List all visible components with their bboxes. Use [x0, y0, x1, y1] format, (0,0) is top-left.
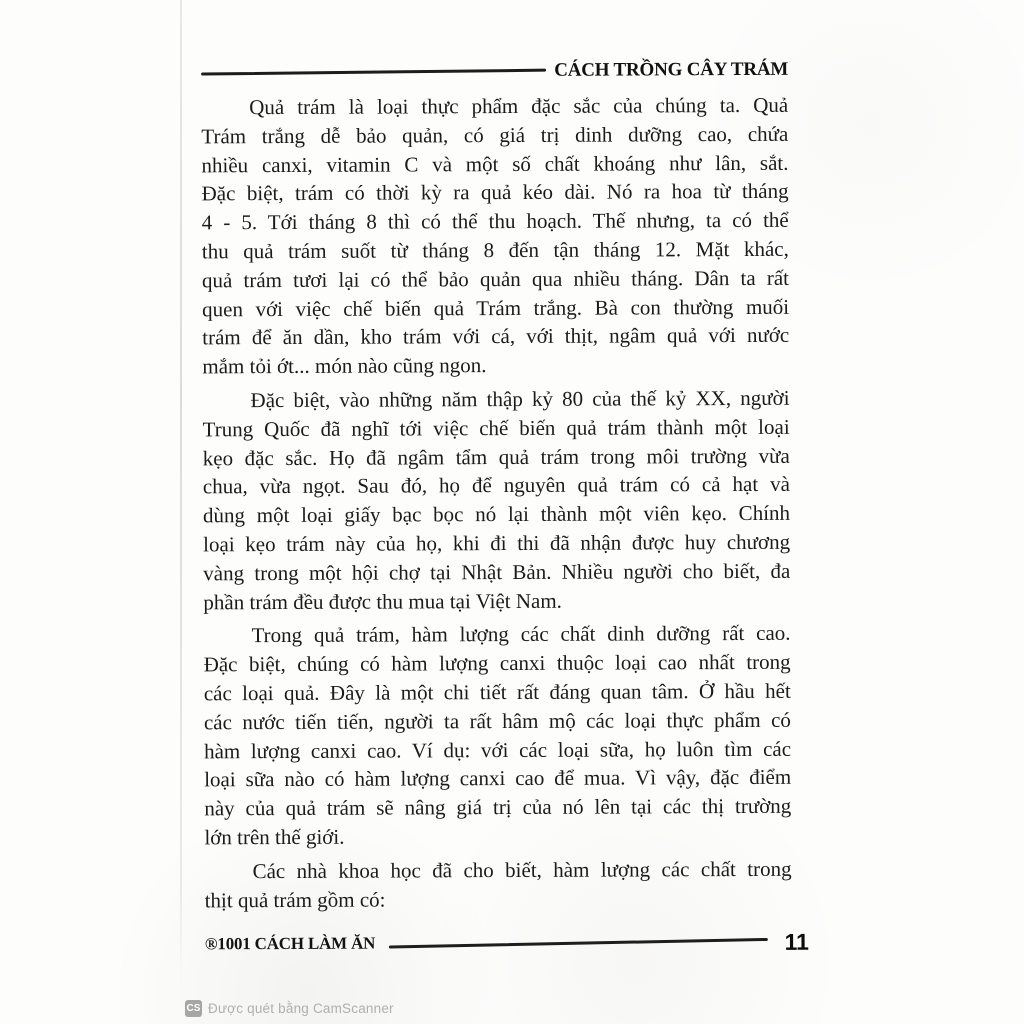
text-line: các loại quả. Đây là một chi tiết rất đáng quan tâm. Ở hầu hết: [203, 678, 791, 706]
text-line: dùng một loại giấy bạc bọc nó lại thành một viên kẹo. Chính: [202, 500, 791, 528]
camscanner-watermark-text: Được quét bằng CamScanner: [208, 1001, 394, 1016]
text-line: quả trám tươi lại có thể bảo quản qua nhiều tháng. Dân ta rất: [201, 265, 790, 293]
text-line: quen với việc chế biến quả Trám trắng. Bà con thường muối: [202, 294, 790, 321]
text-line: Quả trám là loại thực phẩm đặc sắc của chúng ta. Quả: [249, 92, 789, 120]
text-line: Các nhà khoa học đã cho biết, hàm lượng các chất trong: [252, 856, 792, 883]
text-line: kẹo đặc sắc. Họ đã ngâm tẩm quả trám trong môi trường vừa: [202, 443, 790, 470]
text-line: Trung Quốc đã nghĩ tới việc chế biến quả trám thành một loại: [202, 414, 790, 442]
text-line: chua, vừa ngọt. Sau đó, họ để nguyên quả trám có cả hạt và: [202, 472, 790, 499]
footer-book-title: ®1001 CÁCH LÀM ĂN: [204, 933, 376, 954]
text-line: mắm tỏi ớt... món nào cũng ngon.: [202, 353, 487, 379]
page-footer: [205, 929, 809, 958]
page-header: [201, 57, 788, 86]
text-line: nhiều canxi, vitamin C và một số chất khoáng như lân, sắt.: [201, 150, 789, 177]
text-line: thu quả trám suốt từ tháng 8 đến tận tháng 12. Mặt khác,: [201, 236, 789, 264]
text-line: lớn trên thế giới.: [204, 824, 345, 850]
running-head-title: CÁCH TRỒNG CÂY TRÁM: [554, 58, 789, 81]
text-line: loại kẹo trám này của họ, khi đi thi đã nhận được huy chương: [203, 529, 791, 557]
page-number: 11: [784, 928, 809, 955]
header-rule: [201, 68, 546, 75]
text-line: trám để ăn dần, kho trám với cá, với thịt, ngâm quả với nước: [202, 323, 790, 350]
paragraph: [203, 619, 791, 852]
paragraph: [205, 855, 792, 915]
text-line: các nước tiến tiến, người ta rất hâm mộ các loại thực phẩm có: [203, 707, 791, 735]
paragraph: [202, 384, 790, 617]
text-line: thịt quả trám gồm có:: [204, 887, 386, 912]
paragraph: [201, 91, 789, 382]
text-line: này của quả trám sẽ nâng giá trị của nó lên tại các thị trường: [204, 793, 792, 821]
text-line: vàng trong một hội chợ tại Nhật Bản. Nhiều người cho biết, đa: [203, 558, 791, 586]
text-line: Trám trắng dễ bảo quản, có giá trị dinh dưỡng cao, chứa: [201, 121, 789, 149]
text-line: Đặc biệt, chúng có hàm lượng canxi thuộc loại cao nhất trong: [203, 649, 791, 677]
camscanner-icon: CS: [185, 1000, 202, 1017]
camscanner-watermark: [185, 1000, 394, 1017]
text-line: Đặc biệt, vào những năm thập kỷ 80 của thế kỷ XX, người: [250, 385, 790, 413]
text-line: 4 - 5. Tới tháng 8 thì có thể thu hoạch. Thế nhưng, ta có thể: [201, 207, 789, 235]
footer-rule: [389, 937, 768, 948]
text-line: phần trám đều được thu mua tại Việt Nam.: [203, 588, 562, 614]
body-text: [201, 91, 792, 915]
text-line: Trong quả trám, hàm lượng các chất dinh dưỡng rất cao.: [251, 621, 791, 648]
text-line: loại sữa nào có hàm lượng canxi cao để mua. Vì vậy, đặc điểm: [204, 765, 792, 792]
text-line: hàm lượng canxi cao. Ví dụ: với các loại sữa, họ luôn tìm các: [203, 736, 792, 763]
text-line: Đặc biệt, trám có thời kỳ ra quả kéo dài. Nó ra hoa từ tháng: [201, 179, 789, 206]
